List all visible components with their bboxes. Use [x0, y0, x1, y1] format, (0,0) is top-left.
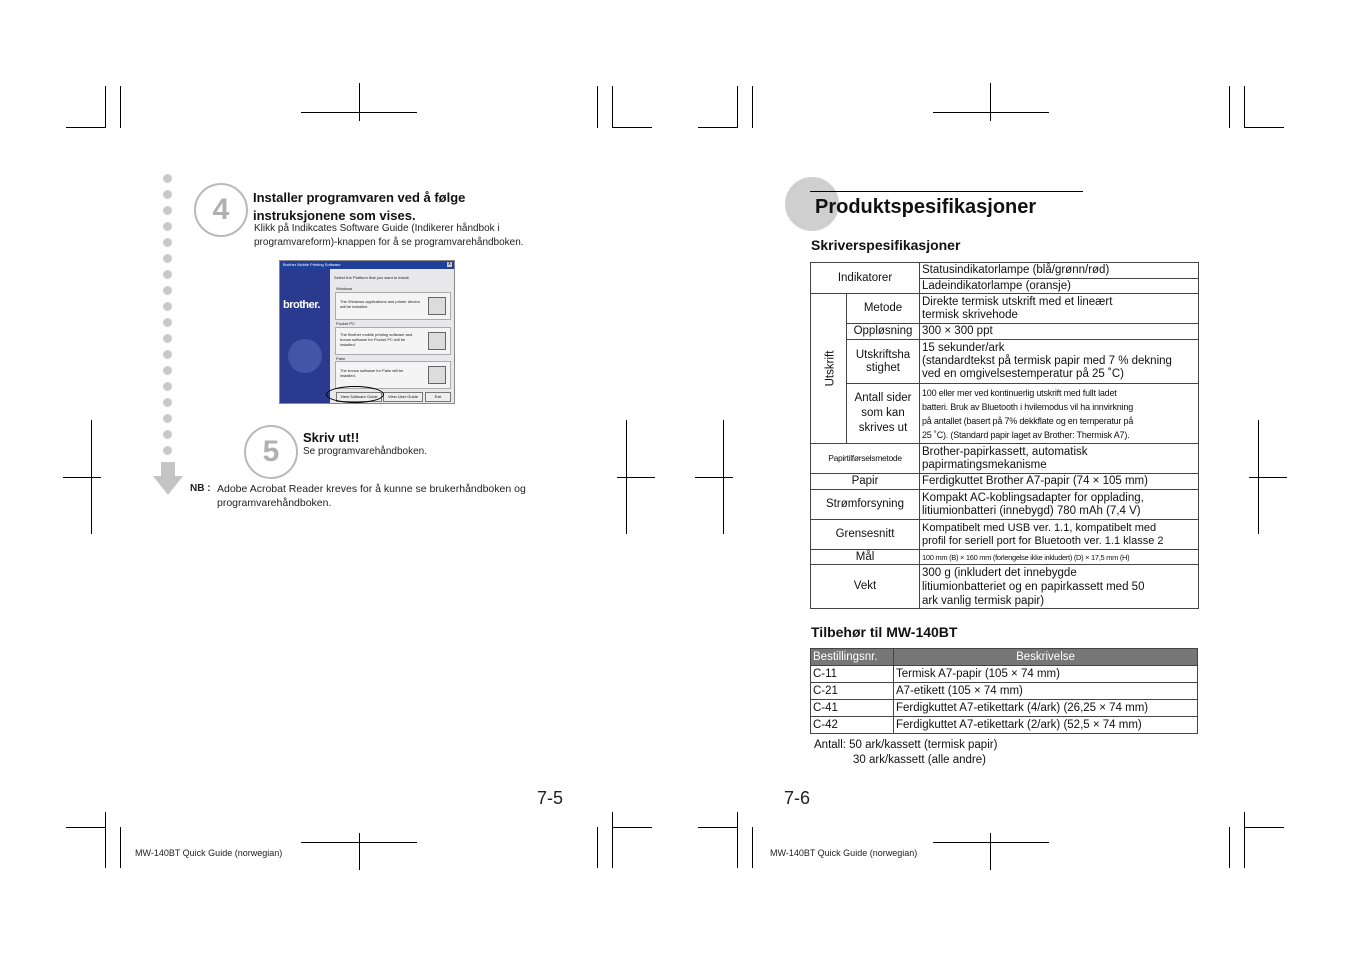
spec-value: 100 mm (B) × 160 mm (forlengelse ikke inkludert) (D) × 17,5 mm (H)	[920, 550, 1199, 565]
table-row	[811, 683, 1198, 700]
windows-label: Windows	[336, 286, 353, 291]
table-row	[811, 666, 1198, 683]
step-4-number: 4	[194, 183, 248, 237]
pocketpc-text: The Brother mobile printing software and bonus software for Pocket PC will be installed.	[340, 332, 413, 347]
spec-label-opplosning: Oppløsning	[847, 324, 920, 340]
spec-value-line: 300 g (inkludert det innebygde	[922, 566, 1077, 579]
decorative-moon-icon	[288, 339, 322, 373]
page-number-right: 7-6	[784, 788, 811, 808]
step-5-number: 5	[244, 425, 298, 479]
note-label: NB :	[190, 483, 211, 494]
accessory-code: C-21	[811, 683, 894, 700]
spec-value-line: (standardtekst på termisk papir med 7 % dekning	[922, 355, 1172, 367]
windows-text: The Windows applications and printer drivers will be installed.	[340, 299, 420, 309]
footer-left: MW-140BT Quick Guide (norwegian)	[135, 848, 283, 858]
spec-value	[920, 490, 1199, 520]
spec-label-line: Antall sider	[854, 392, 912, 404]
section-accessories: Tilbehør til MW-140BT	[811, 624, 958, 640]
accessories-header-order-no: Bestillingsnr.	[811, 649, 894, 666]
note-line2: programvarehåndboken.	[217, 497, 332, 509]
spec-label-mal: Mål	[811, 550, 920, 565]
spec-label-vekt: Vekt	[811, 565, 920, 609]
spec-label-line: Utskriftsha	[855, 348, 911, 361]
accessory-code: C-41	[811, 700, 894, 717]
step-4-body-line2: programvareform)-knappen for å se programvarehåndboken.	[254, 237, 524, 248]
accessory-description: Ferdigkuttet A7-etikettark (4/ark) (26,25 × 74 mm)	[894, 700, 1198, 717]
spec-label-papirtilforsel: Papirtilførselsmetode	[811, 444, 920, 474]
monitor-icon[interactable]	[428, 297, 446, 315]
spec-value-line: ark vanlig termisk papir)	[922, 594, 1045, 607]
spec-label-stromforsyning: Strømforsyning	[811, 490, 920, 520]
spec-value: Ladeindikatorlampe (oransje)	[920, 279, 1199, 294]
accessory-code: C-11	[811, 666, 894, 683]
spec-value-line: litiumionbatteri (innebygd) 780 mAh (7,4 V)	[922, 504, 1141, 517]
spec-value-line: Kompatibelt med USB ver. 1.1, kompatibelt med	[922, 521, 1157, 534]
step-4-title-line2: instruksjonene som vises.	[253, 208, 416, 223]
spec-label-grensesnitt: Grensesnitt	[811, 520, 920, 550]
spec-label-line: skrives ut	[858, 422, 908, 434]
spec-value-line: litiumionbatteriet og en papirkassett med 50	[922, 580, 1145, 593]
dialog-prompt: Select the Platform that you want to install.	[334, 275, 410, 280]
spec-value	[920, 294, 1199, 324]
spec-value-line: 100 eller mer ved kontinuerlig utskrift med fullt ladet	[922, 387, 1117, 398]
spec-value-line: 25 ˚C). (Standard papir laget av Brother: Thermisk A7).	[922, 429, 1130, 440]
brother-logo: brother.	[283, 299, 320, 311]
palm-text: The bonus software for Palm will be installed.	[340, 368, 404, 378]
pocketpc-icon[interactable]	[428, 332, 446, 350]
view-software-guide-button[interactable]: View Software Guide	[336, 392, 382, 402]
accessory-description: Termisk A7-papir (105 × 74 mm)	[894, 666, 1198, 683]
accessory-code: C-42	[811, 717, 894, 734]
page-number-left: 7-5	[537, 788, 564, 808]
step-5-body: Se programvarehåndboken.	[303, 446, 427, 457]
dialog-title: Brother Mobile Printing Software	[280, 261, 454, 269]
spec-label-hastighet	[847, 340, 920, 384]
spec-label-line: stighet	[866, 361, 900, 374]
spec-value: Statusindikatorlampe (blå/grønn/rød)	[920, 263, 1199, 279]
spec-value-line: papirmatingsmekanisme	[922, 458, 1047, 471]
dialog-brand-panel	[280, 269, 330, 403]
spec-label-antall	[847, 384, 920, 444]
spec-value: 300 × 300 ppt	[920, 324, 1199, 340]
highlight-oval	[326, 386, 384, 403]
spec-value	[920, 444, 1199, 474]
pocketpc-option[interactable]	[335, 327, 451, 355]
spec-value	[920, 565, 1199, 609]
accessories-header-description: Beskrivelse	[894, 649, 1198, 666]
spec-label-papir: Papir	[811, 474, 920, 490]
close-icon[interactable]: x	[448, 261, 451, 267]
step-5-title: Skriv ut!!	[303, 430, 360, 445]
spec-label-line: som kan	[861, 407, 905, 419]
spec-value-line: ved en omgivelsestemperatur på 25 ˚C)	[922, 368, 1124, 380]
exit-button[interactable]: Exit	[425, 392, 451, 402]
spec-value-line: profil for seriell port for Bluetooth ver. 1.1 klasse 2	[922, 534, 1164, 547]
accessory-description: Ferdigkuttet A7-etikettark (2/ark) (52,5 × 74 mm)	[894, 717, 1198, 734]
spec-value	[920, 384, 1199, 444]
title-rule	[810, 191, 1083, 192]
palm-device-icon[interactable]	[428, 366, 446, 384]
spec-value-line: termisk skrivehode	[922, 308, 1018, 321]
software-dialog-screenshot	[279, 260, 455, 404]
palm-option[interactable]	[335, 361, 451, 389]
spec-value-line: Direkte termisk utskrift med et lineært	[922, 295, 1113, 308]
windows-option[interactable]	[335, 292, 451, 320]
pocketpc-label: Pocket PC	[336, 321, 355, 326]
quantity-note-line1: Antall: 50 ark/kassett (termisk papir)	[814, 739, 998, 751]
step-4-body-line1: Klikk på Indikcates Software Guide (Indikerer håndbok i	[254, 223, 500, 234]
spec-table	[810, 262, 1199, 609]
spec-value-line: 15 sekunder/ark	[922, 342, 1005, 354]
quantity-note-line2: 30 ark/kassett (alle andre)	[853, 754, 986, 766]
page-title: Produktspesifikasjoner	[815, 196, 1037, 218]
step-4-title-line1: Installer programvaren ved å følge	[253, 190, 466, 205]
section-printer-specs: Skriverspesifikasjoner	[811, 237, 961, 253]
accessories-table	[810, 648, 1198, 734]
note-line1: Adobe Acrobat Reader kreves for å kunne se brukerhåndboken og	[217, 483, 526, 495]
spec-value: Ferdigkuttet Brother A7-papir (74 × 105 mm)	[920, 474, 1199, 490]
arrow-down-icon	[152, 462, 184, 496]
spec-value-line: Brother-papirkassett, automatisk	[922, 445, 1088, 458]
spec-value	[920, 340, 1199, 384]
table-row	[811, 700, 1198, 717]
accessory-description: A7-etikett (105 × 74 mm)	[894, 683, 1198, 700]
spec-group-label: Utskrift	[824, 350, 837, 387]
view-user-guide-button[interactable]: View User Guide	[383, 392, 423, 402]
table-row	[811, 717, 1198, 734]
spec-label-metode: Metode	[847, 294, 920, 324]
palm-label: Palm	[336, 356, 346, 361]
spec-value-line: Kompakt AC-koblingsadapter for opplading,	[922, 491, 1144, 504]
spec-value-line: batteri. Bruk av Bluetooth i hvilemodus vil ha innvirkning	[922, 401, 1134, 412]
spec-value	[920, 520, 1199, 550]
spec-label-indikatorer: Indikatorer	[811, 263, 920, 294]
spec-value-line: på antallet (basert på 7% dekkflate og en temperatur på	[922, 415, 1134, 426]
spec-group-utskrift	[811, 294, 847, 444]
footer-right: MW-140BT Quick Guide (norwegian)	[770, 848, 918, 858]
